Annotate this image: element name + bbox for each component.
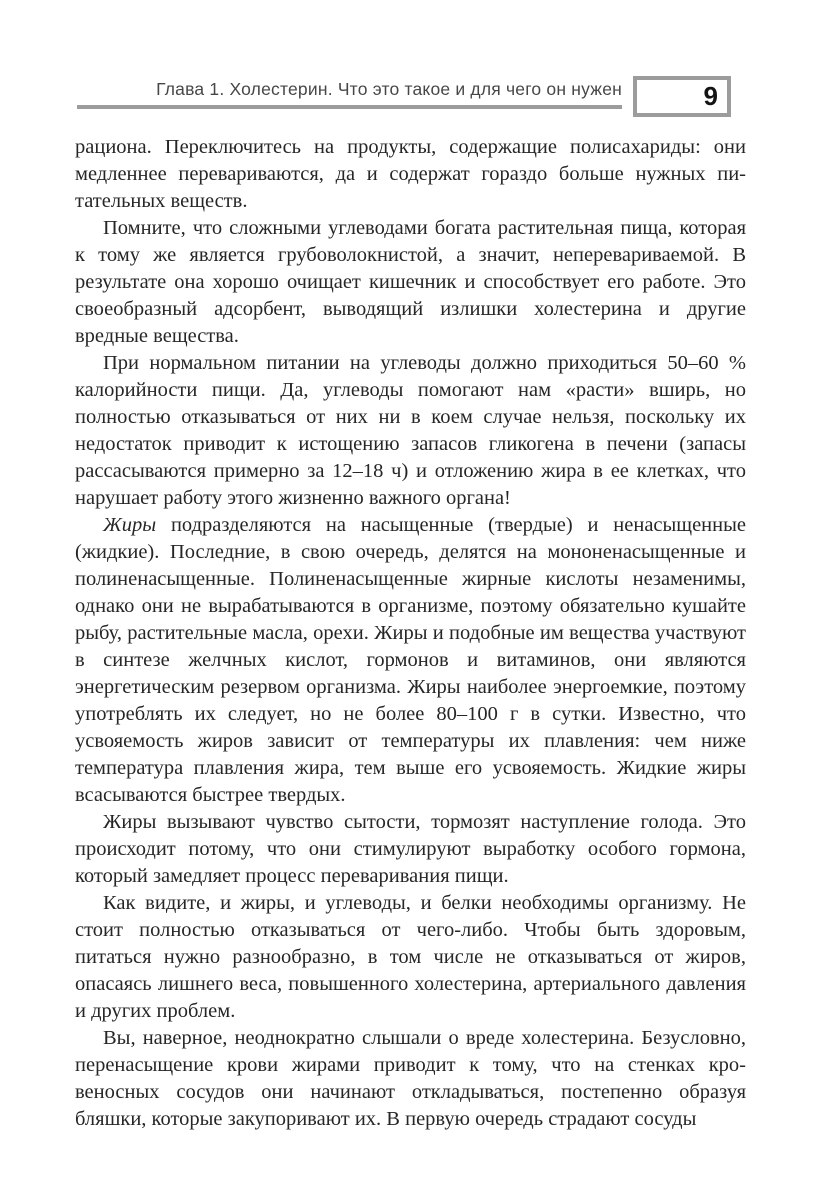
header-rule [77,105,622,109]
paragraph-pomnite: Помните, что сложными углеводами богата растительная пища, которая к тому же является грубоволокнистой, а значит, неперевариваемой. В результате она хорошо очищает кишечник и способствует его работе. Это своеобразный адсорбент, выводящий излишки холестерина и другие вредные вещества. [75,217,746,347]
page-number-box [633,76,731,117]
running-header-title: Глава 1. Холестерин. Что это такое и для чего он нужен [156,79,622,99]
body-text [75,134,746,1133]
paragraph-pri-normalnom: При нормальном питании на углеводы должно приходиться 50–60 % калорийности пищи. Да, углеводы помогают нам «расти» вширь, но полностью отказываться от них ни в коем случае нельзя, поскольку их недостаток приводит к истощению запасов гликогена в печени (запасы рассасываются примерно за 12–18 ч) и отложению жира в ее клетках, что нарушает работу этого жизненно важного органа! [75,352,746,509]
lead-word-zhiry-italic: Жиры [103,514,157,536]
page-number: 9 [703,81,718,111]
paragraph-text: подразделяются на насыщенные (твердые) и ненасыщенные (жидкие). Последние, в свою очередь, делятся на мононенасыщенные и полиненасыщенные. Полиненасыщенные жирные кислоты незаменимы, однако они не вырабатываются в организме, поэтому обязательно кушайте рыбу, растительные масла, орехи. Жиры и подобные им вещества участвуют в синтезе желчных кислот, гормонов и витаминов, они являются энергетическим резервом организма. Жиры наиболее энергоемкие, поэтому употреблять их следует, но не более 80–100 г в сутки. Известно, что усвояемость жиров зависит от температуры их плавления: чем ниже температура плавления жира, тем выше его усвояемость. Жидкие жиры всасываются быстрее твердых. [75,514,746,806]
paragraph-zhiry-vyzyvayut: Жиры вызывают чувство сытости, тормозят наступление голода. Это происходит потому, что они стимулируют выработку особого гормона, который замедляет процесс переваривания пищи. [75,811,746,887]
paragraph-vy-navernoe: Вы, наверное, неоднократно слышали о вреде холестерина. Безусловно, перенасыщение крови жирами приводит к тому, что на стенках кровеносных сосудов они начинают откладываться, постепенно образуя бляшки, которые закупоривают их. В первую очередь страдают сосуды [75,1027,746,1130]
paragraph-zhiry-podrazdelyayutsya [75,512,746,809]
paragraph-raciona: рациона. Переключитесь на продукты, содержащие полисахариды: они медленнее перевариваются, да и содержат гораздо больше нужных питательных веществ. [75,136,746,212]
paragraph-kak-vidite: Как видите, и жиры, и углеводы, и белки необходимы организму. Не стоит полностью отказываться от чего-либо. Чтобы быть здоровым, питаться нужно разнообразно, в том числе не отказываться от жиров, опасаясь лишнего веса, повышенного холестерина, артериального давления и других проблем. [75,892,746,1022]
